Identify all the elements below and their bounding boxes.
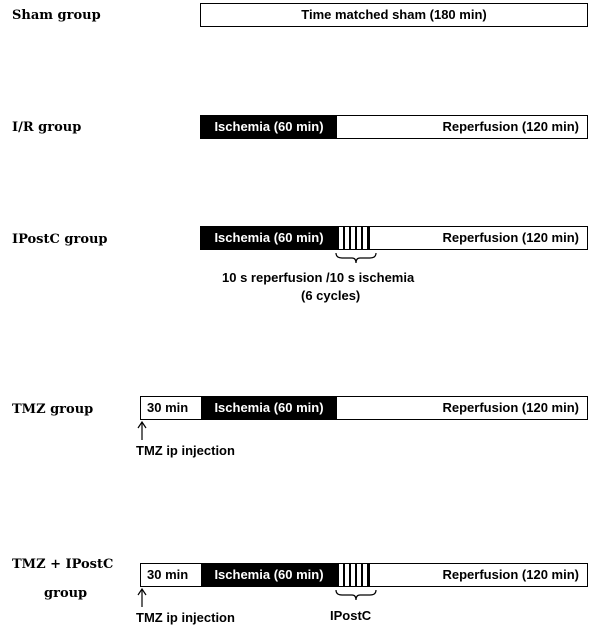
tmz-ipostc-pretreatment-segment: 30 min <box>147 567 189 582</box>
sham-timeline-bar <box>200 3 588 27</box>
tmz-pretreatment-segment: 30 min <box>147 400 189 415</box>
tmz-ischemia-segment: Ischemia (60 min) <box>201 397 337 419</box>
tmz-group-label: TMZ group <box>12 402 94 417</box>
tmz-ipostc-injection-arrow <box>137 588 147 608</box>
tmz-ipostc-ischemia-segment: Ischemia (60 min) <box>201 564 337 586</box>
tmz-reperfusion-segment: Reperfusion (120 min) <box>442 400 579 415</box>
ipostc-timeline-bar <box>200 226 588 250</box>
tmz-ipostc-injection-label: TMZ ip injection <box>136 610 235 625</box>
tmz-ipostc-group-label-line2: group <box>44 586 88 601</box>
tmz-injection-arrow <box>137 421 147 441</box>
tmz-ipostc-ipostc-label: IPostC <box>330 608 372 623</box>
ir-ischemia-segment: Ischemia (60 min) <box>201 116 337 138</box>
tmz-ipostc-cycles-brace <box>334 588 378 602</box>
tmz-ipostc-cycles-block <box>337 564 369 586</box>
ipostc-reperfusion-segment: Reperfusion (120 min) <box>442 230 579 245</box>
ir-group-label: I/R group <box>12 120 82 135</box>
tmz-injection-label: TMZ ip injection <box>136 443 235 458</box>
tmz-ipostc-reperfusion-segment: Reperfusion (120 min) <box>442 567 579 582</box>
ipostc-cycles-block <box>337 227 369 249</box>
ipostc-cycles-note-line1: 10 s reperfusion /10 s ischemia <box>222 270 415 285</box>
sham-segment: Time matched sham (180 min) <box>301 7 487 22</box>
ipostc-cycles-brace <box>334 251 378 265</box>
tmz-timeline-bar <box>140 396 588 420</box>
tmz-ipostc-group-label-line1: TMZ + IPostC <box>12 557 114 572</box>
ipostc-cycles-note-line2: (6 cycles) <box>301 288 361 303</box>
ir-timeline-bar <box>200 115 588 139</box>
ir-reperfusion-segment: Reperfusion (120 min) <box>442 119 579 134</box>
tmz-ipostc-timeline-bar <box>140 563 588 587</box>
ipostc-group-label: IPostC group <box>12 232 108 247</box>
sham-group-label: Sham group <box>12 8 101 23</box>
ipostc-ischemia-segment: Ischemia (60 min) <box>201 227 337 249</box>
